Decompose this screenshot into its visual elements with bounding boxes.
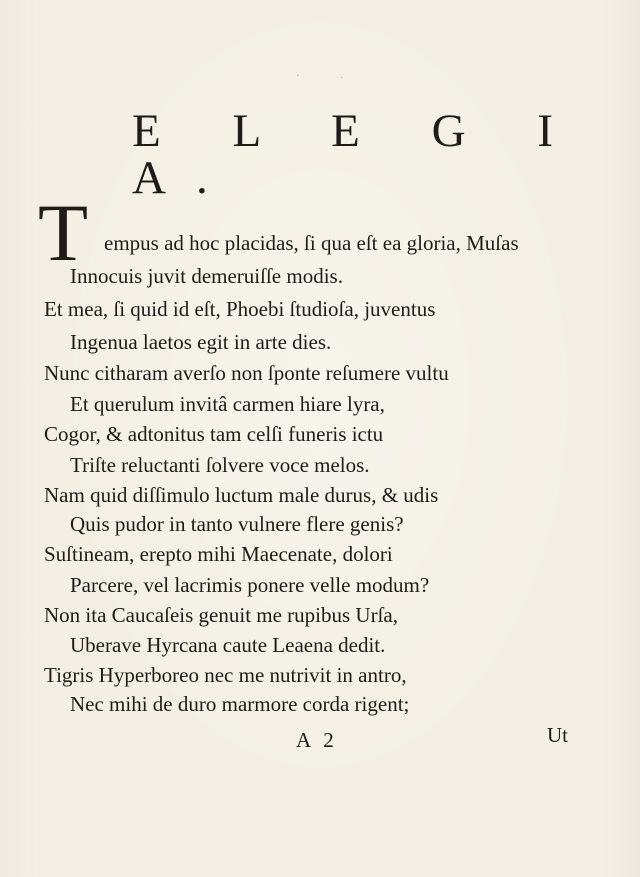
verse-line-16: Nec mihi de duro marmore corda rigent; (70, 692, 410, 716)
verse-line-2: Innocuis juvit demeruiſſe modis. (70, 264, 343, 288)
verse-line-12: Parcere, vel lacrimis ponere velle modum? (70, 573, 430, 597)
verse-line-15: Tigris Hyperboreo nec me nutrivit in antro, (44, 663, 407, 687)
verse-line-13: Non ita Caucaſeis genuit me rupibus Urſa, (44, 603, 398, 627)
verse-line-1: empus ad hoc placidas, ſi qua eſt ea gloria, Muſas (104, 231, 519, 255)
verse-line-8: Triſte reluctanti ſolvere voce melos. (70, 453, 370, 477)
verse-line-3: Et mea, ſi quid id eſt, Phoebi ſtudioſa, juventus (44, 297, 436, 321)
verse-line-4: Ingenua laetos egit in arte dies. (70, 330, 332, 354)
verse-line-9: Nam quid diſſimulo luctum male durus, & udis (44, 483, 439, 507)
verse-line-14: Uberave Hyrcana caute Leaena dedit. (70, 633, 386, 657)
drop-cap: T (38, 187, 89, 278)
verse-line-6: Et querulum invitâ carmen hiare lyra, (70, 392, 385, 416)
ink-speck: · (340, 72, 344, 84)
verse-line-5: Nunc citharam averſo non ſponte reſumere vultu (44, 361, 449, 385)
page-title: E L E G I A. (132, 105, 583, 204)
catchword: Ut (547, 723, 568, 747)
signature-mark: A 2 (296, 728, 338, 752)
verse-line-10: Quis pudor in tanto vulnere flere genis? (70, 512, 404, 536)
verse-line-7: Cogor, & adtonitus tam celſi funeris ictu (44, 422, 384, 446)
ink-speck: · (296, 70, 300, 82)
verse-line-11: Suſtineam, erepto mihi Maecenate, dolori (44, 542, 393, 566)
